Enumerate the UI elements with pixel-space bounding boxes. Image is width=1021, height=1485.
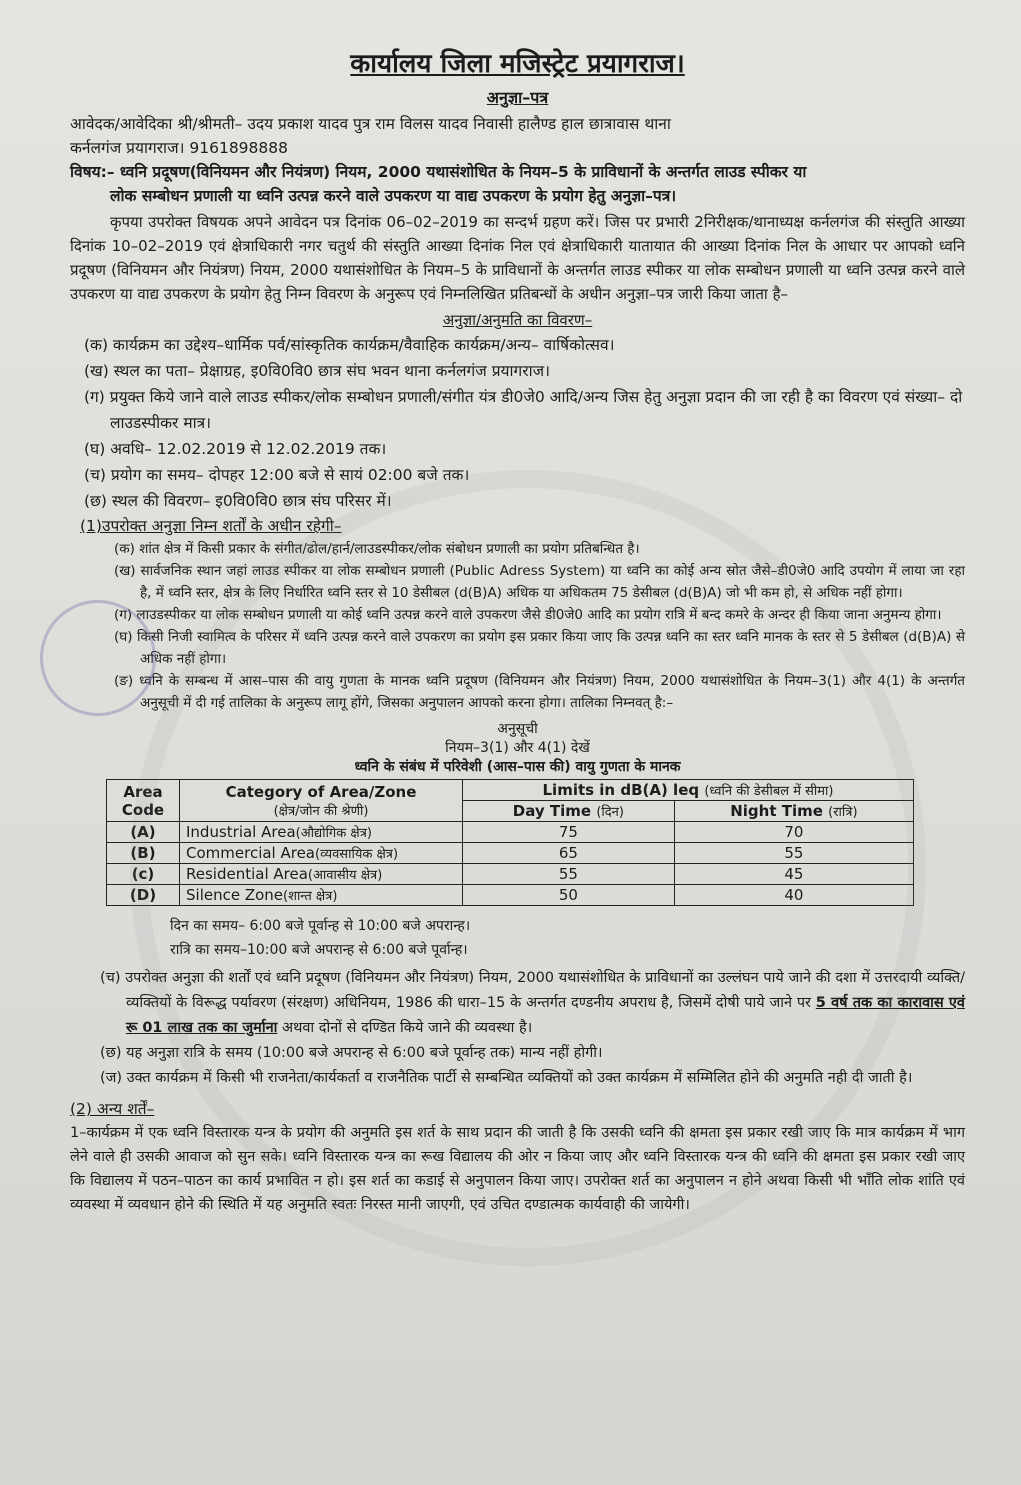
subject-line-1: विषय:– ध्वनि प्रदूषण(विनियमन और नियंत्रण) नियम, 2000 यथासंशोधित के नियम–5 के प्राविधानों के अन्तर्गत लाउड स्पीकर या — [70, 163, 807, 181]
condition-item: (क) शांत क्षेत्र में किसी प्रकार के संगीत/ढोल/हार्न/लाउडस्पीकर/लोक संबोधन प्रणाली का प्रयोग प्रतिबन्धित है। — [114, 541, 640, 557]
schedule-heading — [70, 720, 965, 777]
noise-limits-table — [106, 779, 914, 906]
details-heading: अनुज्ञा/अनुमति का विवरण– — [442, 311, 593, 329]
header-day-time: Day Time (दिन) — [463, 801, 675, 822]
body-paragraph: कृपया उपरोक्त विषयक अपने आवेदन पत्र दिनांक 06–02–2019 का सन्दर्भ ग्रहण करें। जिस पर प्रभारी 2निरीक्षक/थानाध्यक्ष कर्नलगंज की संस्तुति आख्या दिनांक 10–02–2019 एवं क्षेत्राधिकारी नगर चतुर्थ की संस्तुति आख्या दिनांक निल एवं क्षेत्राधिकारी यातायात की आख्या दिनांक निल के आधार पर आपको ध्वनि प्रदूषण (विनियमन और नियंत्रण) नियम, 2000 यथासंशोधित के नियम–5 के प्राविधानों के अन्तर्गत लाउड स्पीकर या लोक सम्बोधन प्रणाली या ध्वनि उत्पन्न करने वाले उपकरण या वाद्य उपकरण के प्रयोग हेतु निम्न विवरण के अनुरूप एवं निम्नलिखित प्रतिबन्धों के अधीन अनुज्ञा–पत्र जारी किया जाता है– — [70, 213, 965, 303]
condition-item: (घ) किसी निजी स्वामित्व के परिसर में ध्वनि उत्पन्न करने वाले उपकरण का प्रयोग इस प्रकार किया जाए कि उत्पन्न ध्वनि का स्तर ध्वनि मानक के स्तर से 5 डेसीबल (d(B)A) से अधिक नहीं होगा। — [114, 629, 965, 667]
detail-item: (छ) स्थल की विवरण– इ0वि0वि0 छात्र संघ परिसर में। — [84, 492, 392, 510]
schedule-line-3: ध्वनि के संबंध में परिवेशी (आस–पास की) वायु गुणता के मानक — [354, 759, 681, 775]
day-time-note: दिन का समय– 6:00 बजे पूर्वान्ह से 10:00 बजे अपरान्ह। — [170, 918, 471, 934]
condition-ch: (च) उपरोक्त अनुज्ञा की शर्तों एवं ध्वनि प्रदूषण (विनियमन और नियंत्रण) नियम, 2000 यथासंशोधित के प्राविधानों का उल्लंघन पाये जाने की दशा में उत्तरदायी व्यक्ति/व्यक्तियों के विरूद्ध पर्यावरण (संरक्षण) अधिनियम, 1986 की धारा–15 के अन्तर्गत दण्डनीय अपराध है, जिसमें दोषी पाये जाने पर 5 वर्ष तक का कारावास एवं रू 01 लाख तक का जुर्माना अथवा दोनों से दण्डित किये जाने की व्यवस्था है। — [100, 970, 965, 1036]
header-limits: Limits in dB(A) leq (ध्वनि की डेसीबल में सीमा) — [463, 780, 914, 801]
schedule-line-2: नियम–3(1) और 4(1) देखें — [445, 740, 590, 756]
detail-item: (च) प्रयोग का समय– दोपहर 12:00 बजे से सायं 02:00 बजे तक। — [84, 466, 470, 484]
detail-item: (ख) स्थल का पता– प्रेक्षाग्रह, इ0वि0वि0 छात्र संघ भवन थाना कर्नलगंज प्रयागराज। — [84, 362, 550, 380]
header-category: Category of Area/Zone (क्षेत्र/जोन की श्रेणी) — [180, 780, 463, 822]
schedule-line-1: अनुसूची — [497, 721, 538, 737]
detail-item: (ग) प्रयुक्त किये जाने वाले लाउड स्पीकर/लोक सम्बोधन प्रणाली/संगीत यंत्र डी0जे0 आदि/अन्य जिस हेतु अनुज्ञा प्रदान की जा रही है का विवरण एवं संख्या– दो लाउडस्पीकर मात्र। — [84, 388, 963, 432]
table-row: (B) Commercial Area(व्यवसायिक क्षेत्र) 65 55 — [107, 843, 914, 864]
other-conditions-heading: (2) अन्य शर्तें– — [70, 1100, 155, 1118]
penalty-text: 5 वर्ष तक का कारावास एवं रू 01 लाख तक का जुर्माना — [126, 995, 965, 1036]
table-row: (A) Industrial Area(औद्योगिक क्षेत्र) 75 70 — [107, 822, 914, 843]
condition-item: (ख) सार्वजनिक स्थान जहां लाउड स्पीकर या लोक सम्बोधन प्रणाली (Public Adress System) या ध्वनि का कोई अन्य स्रोत जैसे–डी0जे0 आदि उपयोग में लाया जा रहा है, में ध्वनि स्तर, क्षेत्र के लिए निर्धारित ध्वनि स्तर से 10 डेसीबल (d(B)A) अधिक या अधिकतम 75 डेसीबल (d(B)A) जो भी कम हो, से अधिक नहीं होगा। — [114, 563, 965, 601]
table-row: (c) Residential Area(आवासीय क्षेत्र) 55 45 — [107, 864, 914, 885]
condition-item: (ङ) ध्वनि के सम्बन्ध में आस–पास की वायु गुणता के मानक ध्वनि प्रदूषण (विनियमन और नियंत्रण) नियम, 2000 यथासंशोधित के नियम–3(1) और 4(1) के अन्तर्गत अनुसूची में दी गई तालिका के अनुरूप लागू होंगे, जिसका अनुपालन आपको करना होगा। तालिका निम्नवत् है:– — [114, 673, 965, 711]
applicant-line-1: आवेदक/आवेदिका श्री/श्रीमती– उदय प्रकाश यादव पुत्र राम विलस यादव निवासी हालैण्ड हाल छात्रावास थाना — [70, 115, 671, 133]
condition-j: (ज) उक्त कार्यक्रम में किसी भी राजनेता/कार्यकर्ता व राजनैतिक पार्टी से सम्बन्धित व्यक्तियों को उक्त कार्यक्रम में सम्मिलित होने की अनुमति नही दी जाती है। — [100, 1070, 913, 1086]
other-condition-1: 1–कार्यक्रम में एक ध्वनि विस्तारक यन्त्र के प्रयोग की अनुमति इस शर्त के साथ प्रदान की जाती है कि उसकी ध्वनि की क्षमता इस प्रकार रखी जाए कि मात्र कार्यक्रम में भाग लेने वाले ही उसकी आवाज को सुन सके। ध्वनि विस्तारक यन्त्र का रूख विद्यालय की ओर न किया जाए और ध्वनि विस्तारक यन्त्र की ध्वनि की क्षमता इस प्रकार रखी जाए कि विद्यालय में पठन–पाठन का कार्य प्रभावित न हो। इस शर्त का कडाई से अनुपालन किया जाए। उपरोक्त शर्त का अनुपालन न होने अथवा किसी भी भाँति लोक शांति एवं व्यवस्था में व्यवधान होने की स्थिति में यह अनुमति स्वतः निरस्त मानी जाएगी, एवं उचित दण्डात्मक कार्यवाही की जायेगी। — [70, 1125, 965, 1213]
detail-item: (घ) अवधि– 12.02.2019 से 12.02.2019 तक। — [84, 440, 387, 458]
header-area-code: Area Code — [107, 780, 180, 822]
applicant-line-2: कर्नलगंज प्रयागराज। 9161898888 — [70, 139, 288, 157]
permit-subtitle: अनुज्ञा–पत्र — [486, 88, 549, 107]
table-row: (D) Silence Zone(शान्त क्षेत्र) 50 40 — [107, 885, 914, 906]
condition-chh: (छ) यह अनुज्ञा रात्रि के समय (10:00 बजे अपरान्ह से 6:00 बजे पूर्वान्ह तक) मान्य नहीं होगी। — [100, 1045, 603, 1061]
header-night-time: Night Time (रात्रि) — [674, 801, 913, 822]
details-list — [70, 332, 965, 514]
subject-line-2: लोक सम्बोधन प्रणाली या ध्वनि उत्पन्न करने वाले उपकरण या वाद्य उपकरण के प्रयोग हेतु अनुज्ञा–पत्र। — [110, 187, 677, 205]
conditions-heading: (1)उपरोक्त अनुज्ञा निम्न शर्तों के अधीन रहेगी– — [80, 517, 342, 535]
detail-item: (क) कार्यक्रम का उद्देश्य–धार्मिक पर्व/सांस्कृतिक कार्यक्रम/वैवाहिक कार्यक्रम/अन्य– वार्षिकोत्सव। — [84, 336, 615, 354]
condition-item: (ग) लाउडस्पीकर या लोक सम्बोधन प्रणाली या कोई ध्वनि उत्पन्न करने वाले उपकरण जैसे डी0जे0 आदि का प्रयोग रात्रि में बन्द कमरे के अन्दर ही किया जाना अनुमन्य होगा। — [114, 607, 942, 623]
conditions-list — [70, 538, 965, 714]
office-title: कार्यालय जिला मजिस्ट्रेट प्रयागराज। — [350, 49, 685, 79]
night-time-note: रात्रि का समय–10:00 बजे अपरान्ह से 6:00 बजे पूर्वान्ह। — [170, 942, 468, 958]
